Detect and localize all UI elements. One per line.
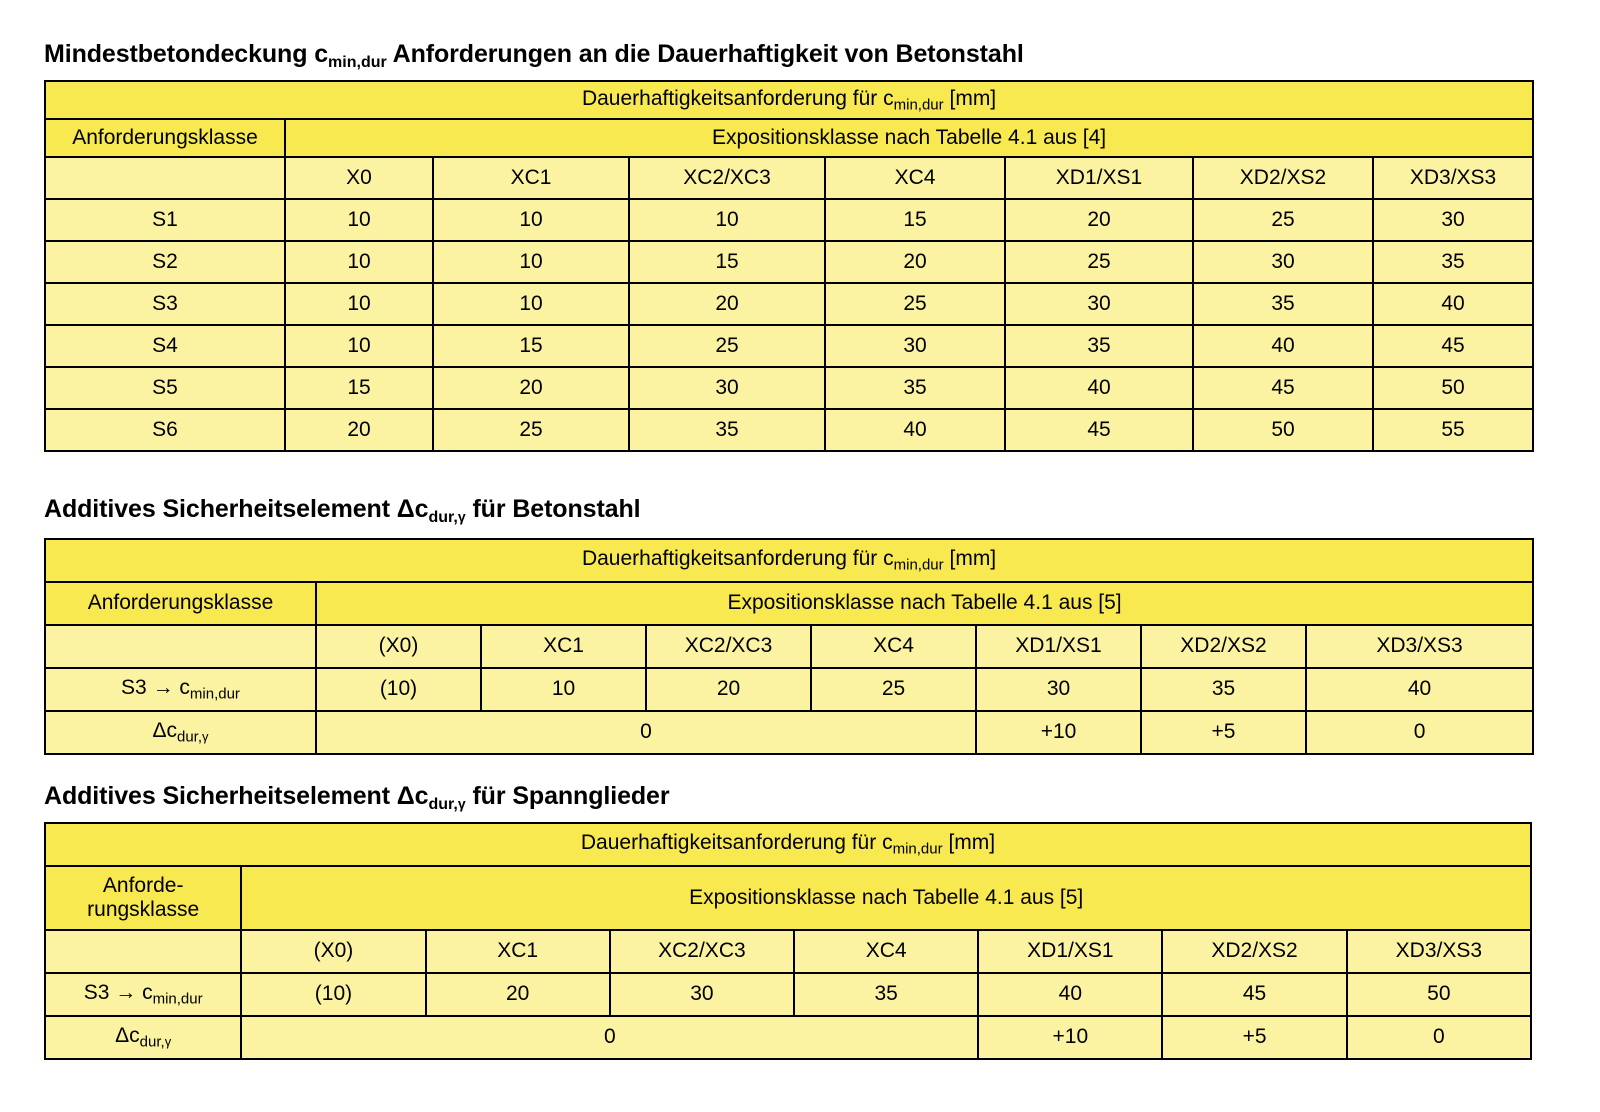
table3-cell-cmin-x0: (10)	[241, 973, 425, 1016]
band-title-subscript: min,dur	[893, 556, 944, 574]
table1-cell-s2-xd3xs3: 35	[1373, 241, 1533, 283]
table2-row-label-delta	[45, 711, 316, 754]
table-row	[45, 367, 1533, 409]
table3-col-header-xd3xs3: XD3/XS3	[1347, 930, 1531, 973]
table1-cell-s5-xc1: 20	[433, 367, 629, 409]
table2-cell-cmin-xc2xc3: 20	[646, 668, 811, 711]
table1-band-title	[45, 81, 1533, 119]
table2-col-header-xd1xs1: XD1/XS1	[976, 625, 1141, 668]
table2-cell-cmin-xd2xs2: 35	[1141, 668, 1306, 711]
section-heading-3	[44, 782, 670, 814]
table1-row-label-s6: S6	[45, 409, 285, 451]
row-label-delta-subscript: dur,	[139, 1033, 165, 1051]
table3-col-header-xc1: XC1	[426, 930, 610, 973]
heading-2-gamma: γ	[457, 508, 466, 525]
table-row	[45, 283, 1533, 325]
row-label-delta-gamma: γ	[164, 1034, 172, 1050]
table1-cell-s5-xc4: 35	[825, 367, 1005, 409]
table1-cell-s1-xd3xs3: 30	[1373, 199, 1533, 241]
table1-cell-s2-x0: 10	[285, 241, 433, 283]
table2-col-header-xd2xs2: XD2/XS2	[1141, 625, 1306, 668]
heading-1-post: Anforderungen an die Dauerhaftigkeit von Betonstahl	[386, 40, 1024, 68]
heading-1-pre: Mindestbetondeckung c	[44, 40, 329, 68]
band-title-pre: Dauerhaftigkeitsanforderung für c	[581, 547, 894, 571]
table1-col-header-xd2xs2: XD2/XS2	[1193, 157, 1373, 199]
table1-cell-s1-x0: 10	[285, 199, 433, 241]
table2-cell-cmin-xc4: 25	[811, 668, 976, 711]
band-title-post: [mm]	[943, 86, 997, 110]
table2-corner-cell	[45, 625, 316, 668]
table1-cell-s6-x0: 20	[285, 409, 433, 451]
anforderungsklasse-line2: rungsklasse	[87, 898, 200, 921]
table1-cell-s6-xc4: 40	[825, 409, 1005, 451]
table1-cell-s6-xd2xs2: 50	[1193, 409, 1373, 451]
table3-corner-cell	[45, 930, 241, 973]
row-label-delta-subscript: dur,	[177, 728, 203, 746]
table1-cell-s4-xc2xc3: 25	[629, 325, 825, 367]
table1-cell-s6-xd3xs3: 55	[1373, 409, 1533, 451]
table1-col-header-x0: X0	[285, 157, 433, 199]
heading-2-subscript: dur,	[428, 509, 458, 527]
table1-cell-s4-xd2xs2: 40	[1193, 325, 1373, 367]
table3-cell-delta-xd2xs2: +5	[1162, 1016, 1346, 1059]
table1-cell-s4-xc4: 30	[825, 325, 1005, 367]
table1-cell-s4-xd3xs3: 45	[1373, 325, 1533, 367]
heading-2-pre: Additives Sicherheitselement	[44, 495, 397, 523]
table1-row-label-s5: S5	[45, 367, 285, 409]
table2-row-label-cmin	[45, 668, 316, 711]
table3-cell-cmin-xd2xs2: 45	[1162, 973, 1346, 1016]
table-durability-betonstahl	[44, 80, 1534, 452]
table1-cell-s2-xd1xs1: 25	[1005, 241, 1193, 283]
heading-3-gamma: γ	[457, 795, 466, 812]
row-label-s3-subscript: min,dur	[152, 990, 203, 1008]
table3-row-label-delta	[45, 1016, 241, 1059]
table1-cell-s6-xc1: 25	[433, 409, 629, 451]
table1-column-header-row	[45, 157, 1533, 199]
table3-anforderungsklasse-header	[45, 866, 241, 930]
table1-cell-s6-xc2xc3: 35	[629, 409, 825, 451]
table2-cell-cmin-x0: (10)	[316, 668, 481, 711]
table1-cell-s1-xc2xc3: 10	[629, 199, 825, 241]
table1-row-label-s4: S4	[45, 325, 285, 367]
table1-row-label-s1: S1	[45, 199, 285, 241]
row-label-delta-gamma: γ	[202, 729, 209, 745]
table1-cell-s3-xd1xs1: 30	[1005, 283, 1193, 325]
table3-cell-cmin-xc1: 20	[426, 973, 610, 1016]
table3-col-header-x0: (X0)	[241, 930, 425, 973]
table1-col-header-xd1xs1: XD1/XS1	[1005, 157, 1193, 199]
table3-band-expo-row	[45, 866, 1531, 930]
table1-cell-s5-xd2xs2: 45	[1193, 367, 1373, 409]
table-row	[45, 409, 1533, 451]
table1-row-label-s2: S2	[45, 241, 285, 283]
table2-anforderungsklasse-header: Anforderungsklasse	[45, 582, 316, 625]
table2-col-header-xc1: XC1	[481, 625, 646, 668]
table-row	[45, 241, 1533, 283]
table2-band-title-row	[45, 539, 1533, 582]
table-row	[45, 325, 1533, 367]
table1-cell-s5-x0: 15	[285, 367, 433, 409]
band-title-pre: Dauerhaftigkeitsanforderung für c	[580, 831, 893, 855]
table-row	[45, 199, 1533, 241]
table3-row-label-cmin	[45, 973, 241, 1016]
heading-3-post: für Spannglieder	[465, 782, 670, 810]
table3-cell-delta-xd3xs3: 0	[1347, 1016, 1531, 1059]
table1-col-header-xc1: XC1	[433, 157, 629, 199]
table1-row-label-s3: S3	[45, 283, 285, 325]
row-label-delta-pre: Δc	[115, 1024, 140, 1048]
table2-band-title	[45, 539, 1533, 582]
table2-cell-delta-xd3xs3: 0	[1306, 711, 1533, 754]
table1-expositionsklasse-header: Expositionsklasse nach Tabelle 4.1 aus [4]	[285, 119, 1533, 157]
heading-3-subscript: dur,	[428, 796, 458, 814]
table2-column-header-row	[45, 625, 1533, 668]
table-row	[45, 711, 1533, 754]
row-label-s3-subscript: min,dur	[189, 685, 240, 703]
table1-cell-s6-xd1xs1: 45	[1005, 409, 1193, 451]
table-delta-spannglieder	[44, 822, 1532, 1060]
table1-cell-s1-xc4: 15	[825, 199, 1005, 241]
table2-col-header-xd3xs3: XD3/XS3	[1306, 625, 1533, 668]
table1-cell-s3-xd2xs2: 35	[1193, 283, 1373, 325]
table2-cell-cmin-xd1xs1: 30	[976, 668, 1141, 711]
band-title-subscript: min,dur	[892, 840, 943, 858]
table1-cell-s4-xd1xs1: 35	[1005, 325, 1193, 367]
row-label-s3-pre: S3 → c	[121, 676, 190, 700]
table2-cell-delta-xd2xs2: +5	[1141, 711, 1306, 754]
table1-cell-s4-x0: 10	[285, 325, 433, 367]
band-title-post: [mm]	[942, 831, 996, 855]
table1-cell-s3-xc2xc3: 20	[629, 283, 825, 325]
table1-cell-s2-xc2xc3: 15	[629, 241, 825, 283]
table1-cell-s5-xd1xs1: 40	[1005, 367, 1193, 409]
table2-cell-cmin-xd3xs3: 40	[1306, 668, 1533, 711]
row-label-delta-pre: Δc	[152, 719, 177, 743]
table1-cell-s5-xd3xs3: 50	[1373, 367, 1533, 409]
table1-band-expo-row	[45, 119, 1533, 157]
table-row	[45, 668, 1533, 711]
table2-col-header-xc4: XC4	[811, 625, 976, 668]
heading-2-post: für Betonstahl	[465, 495, 641, 523]
table3-band-title-row	[45, 823, 1531, 866]
table2-band-expo-row	[45, 582, 1533, 625]
table3-cell-delta-xd1xs1: +10	[978, 1016, 1162, 1059]
table1-col-header-xd3xs3: XD3/XS3	[1373, 157, 1533, 199]
anforderungsklasse-line1: Anforde-	[102, 873, 184, 897]
table1-cell-s2-xc4: 20	[825, 241, 1005, 283]
table2-expositionsklasse-header: Expositionsklasse nach Tabelle 4.1 aus [5]	[316, 582, 1533, 625]
table3-cell-cmin-xd3xs3: 50	[1347, 973, 1531, 1016]
band-title-pre: Dauerhaftigkeitsanforderung für c	[581, 86, 894, 110]
table3-col-header-xd1xs1: XD1/XS1	[978, 930, 1162, 973]
table1-cell-s1-xd2xs2: 25	[1193, 199, 1373, 241]
table1-cell-s1-xc1: 10	[433, 199, 629, 241]
heading-1-subscript: min,dur	[328, 54, 387, 72]
heading-3-delta: Δc	[396, 782, 429, 810]
table1-cell-s3-x0: 10	[285, 283, 433, 325]
table3-cell-cmin-xc4: 35	[794, 973, 978, 1016]
band-title-subscript: min,dur	[893, 96, 944, 114]
table1-cell-s2-xc1: 10	[433, 241, 629, 283]
heading-2-delta: Δc	[396, 495, 429, 523]
table3-column-header-row	[45, 930, 1531, 973]
table3-cell-delta-span: 0	[241, 1016, 978, 1059]
section-heading-1	[44, 40, 1024, 72]
table3-col-header-xc2xc3: XC2/XC3	[610, 930, 794, 973]
table1-band-title-row	[45, 81, 1533, 119]
table-row	[45, 1016, 1531, 1059]
table3-expositionsklasse-header: Expositionsklasse nach Tabelle 4.1 aus [5]	[241, 866, 1531, 930]
table1-cell-s3-xc1: 10	[433, 283, 629, 325]
table1-col-header-xc2xc3: XC2/XC3	[629, 157, 825, 199]
table1-cell-s2-xd2xs2: 30	[1193, 241, 1373, 283]
table2-cell-delta-span: 0	[316, 711, 976, 754]
table3-cell-cmin-xd1xs1: 40	[978, 973, 1162, 1016]
table3-col-header-xc4: XC4	[794, 930, 978, 973]
row-label-s3-pre: S3 → c	[83, 981, 153, 1005]
table1-cell-s4-xc1: 15	[433, 325, 629, 367]
table2-cell-cmin-xc1: 10	[481, 668, 646, 711]
table3-band-title	[45, 823, 1531, 866]
table3-cell-cmin-xc2xc3: 30	[610, 973, 794, 1016]
table1-cell-s3-xd3xs3: 40	[1373, 283, 1533, 325]
table1-cell-s1-xd1xs1: 20	[1005, 199, 1193, 241]
band-title-post: [mm]	[943, 547, 997, 571]
table1-col-header-xc4: XC4	[825, 157, 1005, 199]
table2-col-header-xc2xc3: XC2/XC3	[646, 625, 811, 668]
table1-corner-cell	[45, 157, 285, 199]
table-delta-betonstahl	[44, 538, 1534, 755]
table1-cell-s3-xc4: 25	[825, 283, 1005, 325]
table2-col-header-x0: (X0)	[316, 625, 481, 668]
section-heading-2	[44, 495, 641, 527]
table1-cell-s5-xc2xc3: 30	[629, 367, 825, 409]
table3-col-header-xd2xs2: XD2/XS2	[1162, 930, 1346, 973]
table2-cell-delta-xd1xs1: +10	[976, 711, 1141, 754]
table-row	[45, 973, 1531, 1016]
table1-anforderungsklasse-header: Anforderungsklasse	[45, 119, 285, 157]
heading-3-pre: Additives Sicherheitselement	[44, 782, 397, 810]
